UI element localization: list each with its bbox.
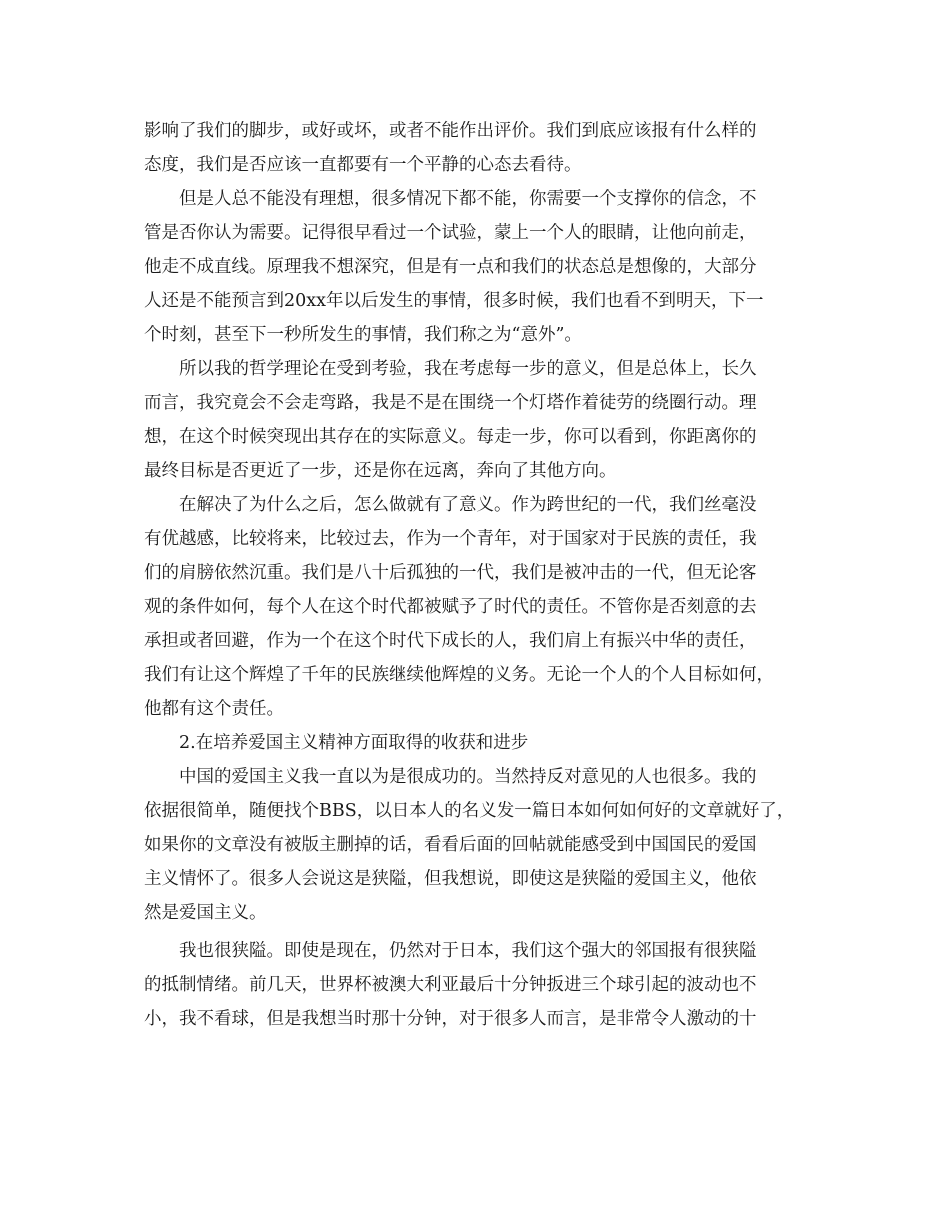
text-line: 主义情怀了。很多人会说这是狭隘，但我想说，即使这是狭隘的爱国主义，他依: [144, 869, 757, 889]
text-line: 他走不成直线。原理我不想深究，但是有一点和我们的状态总是想像的，大部分: [144, 257, 757, 277]
text-line: 管是否你认为需要。记得很早看过一个试验，蒙上一个人的眼睛，让他向前走，: [144, 223, 757, 243]
text-line: 而言，我究竟会不会走弯路，我是不是在围绕一个灯塔作着徒劳的绕圈行动。理: [144, 393, 757, 413]
text-line: 观的条件如何，每个人在这个时代都被赋予了时代的责任。不管你是否刻意的去: [144, 597, 757, 617]
text-line: 我们有让这个辉煌了千年的民族继续他辉煌的义务。无论一个人的个人目标如何，: [144, 665, 774, 685]
paragraph-start: 在解决了为什么之后，怎么做就有了意义。作为跨世纪的一代，我们丝毫没: [179, 495, 757, 515]
paragraph-start: 但是人总不能没有理想，很多情况下都不能，你需要一个支撑你的信念，不: [179, 189, 757, 209]
text-line: 依据很简单，随便找个BBS，以日本人的名义发一篇日本如何如何好的文章就好了，: [144, 801, 795, 821]
text-line: 如果你的文章没有被版主删掉的话，看看后面的回帖就能感受到中国国民的爱国: [144, 835, 757, 855]
text-line: 个时刻，甚至下一秒所发生的事情，我们称之为“意外”。: [144, 325, 582, 345]
text-line: 他都有这个责任。: [144, 699, 284, 719]
paragraph-start: 中国的爱国主义我一直以为是很成功的。当然持反对意见的人也很多。我的: [179, 767, 757, 787]
text-line: 小，我不看球，但是我想当时那十分钟，对于很多人而言，是非常令人激动的十: [144, 1009, 757, 1029]
text-line: 影响了我们的脚步，或好或坏，或者不能作出评价。我们到底应该报有什么样的: [144, 121, 757, 141]
paragraph-start: 所以我的哲学理论在受到考验，我在考虑每一步的意义，但是总体上，长久: [179, 359, 757, 379]
text-line: 态度，我们是否应该一直都要有一个平静的心态去看待。: [144, 155, 582, 175]
text-line: 想，在这个时候突现出其存在的实际意义。每走一步，你可以看到，你距离你的: [144, 427, 757, 447]
text-line: 然是爱国主义。: [144, 903, 267, 923]
text-line: 最终目标是否更近了一步，还是你在远离，奔向了其他方向。: [144, 461, 617, 481]
text-line: 人还是不能预言到20xx年以后发生的事情，很多时候，我们也看不到明天，下一: [144, 291, 764, 311]
text-line: 有优越感，比较将来，比较过去，作为一个青年，对于国家对于民族的责任，我: [144, 529, 757, 549]
document-body: [144, 114, 809, 1036]
text-line: 们的肩膀依然沉重。我们是八十后孤独的一代，我们是被冲击的一代，但无论客: [144, 563, 757, 583]
paragraph-start: 我也很狭隘。即使是现在，仍然对于日本，我们这个强大的邻国报有很狭隘: [179, 941, 757, 961]
text-line: 承担或者回避，作为一个在这个时代下成长的人，我们肩上有振兴中华的责任，: [144, 631, 757, 651]
section-heading: 2.在培养爱国主义精神方面取得的收获和进步: [179, 733, 529, 753]
text-line: 的抵制情绪。前几天，世界杯被澳大利亚最后十分钟扳进三个球引起的波动也不: [144, 975, 757, 995]
